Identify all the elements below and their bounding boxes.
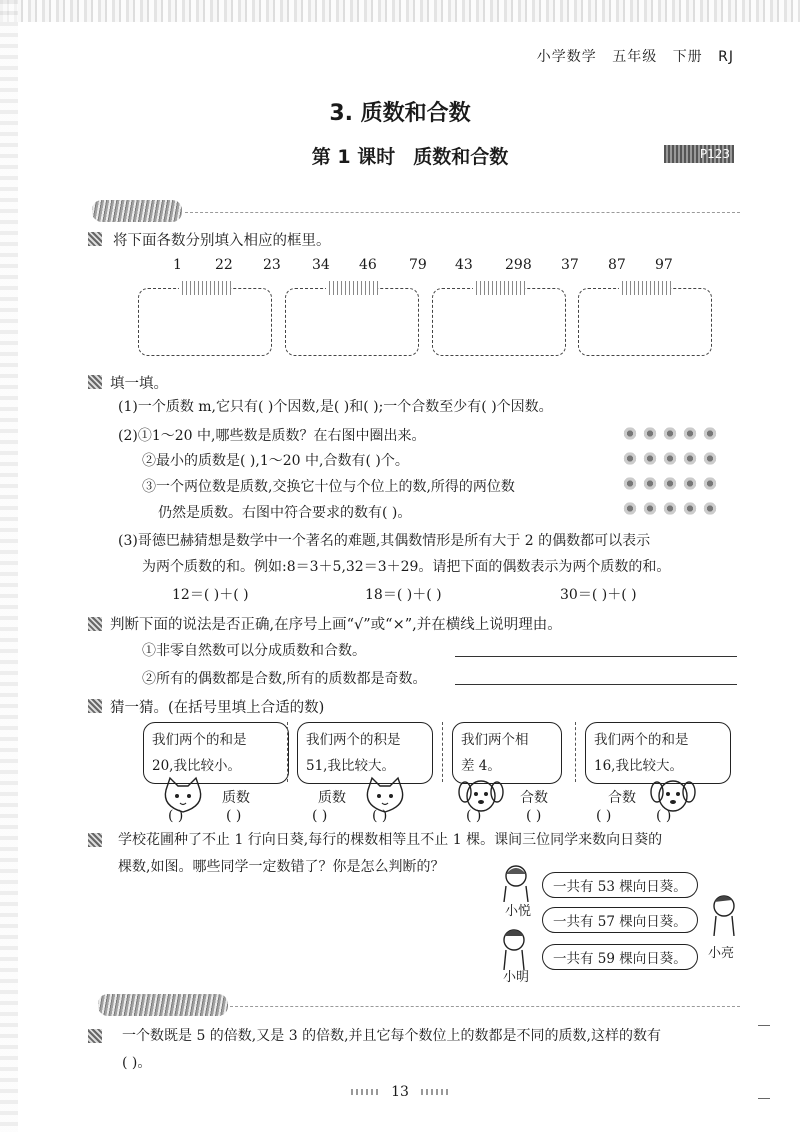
q4-bubble-3: 我们两个相 差 4。 [452,722,562,784]
q4-bubble-4: 我们两个的和是 16,我比较大。 [585,722,731,784]
q4-separator [575,722,576,782]
scan-noise-top [0,0,800,22]
q4-separator [287,722,288,782]
q4-blank-7[interactable]: ( ) [596,808,612,824]
question-icon-1 [88,232,102,246]
q1-prompt: 将下面各数分别填入相应的框里。 [113,233,331,249]
question-icon-5 [88,833,102,847]
q6-line-2: ( )。 [122,1055,152,1071]
student-name-xiaoming: 小明 [503,970,530,985]
footer-ornament [351,1089,379,1095]
q2-line-1: (1)一个质数 m,它只有( )个因数,是( )和( );一个合数至少有( )个因数。 [118,399,553,415]
q2-equation-12: 12＝( )＋( ) [172,587,249,603]
q4-blank-1[interactable]: ( ) [168,808,184,824]
section-banner-extension [98,994,228,1016]
q4-label-composite-2: 合数 [608,790,636,806]
box-label-smudge [179,281,231,295]
number-item: 37 [561,257,579,273]
q4-blank-3[interactable]: ( ) [312,808,328,824]
box-label-smudge [473,281,525,295]
q5-line-1: 学校花圃种了不止 1 行向日葵,每行的棵数相等且不止 1 棵。课间三位同学来数向日葵的 [118,832,663,848]
box-label-smudge [619,281,671,295]
boy-student-icon [706,892,742,936]
answer-box-1[interactable] [138,288,272,356]
q4-separator [442,722,443,782]
q3-item-2: ②所有的偶数都是合数,所有的质数都是奇数。 [142,671,427,687]
margin-mark [758,1025,770,1026]
answer-box-2[interactable] [285,288,419,356]
subject-label: 小学数学 [536,49,597,65]
lesson-name: 质数和合数 [413,146,509,168]
number-item: 22 [215,257,233,273]
q5-speech-1: 一共有 53 棵向日葵。 [542,872,698,898]
q5-speech-2: 一共有 57 棵向日葵。 [542,907,698,933]
edition-label: RJ [718,49,734,65]
textbook-page-ref-badge: P123 [664,145,734,163]
lesson-number: 第 1 课时 [311,146,396,168]
scan-noise-left [0,0,18,1132]
section-divider [185,212,740,213]
q2-line-3: ②最小的质数是( ),1～20 中,合数有( )个。 [142,453,409,469]
q2-prompt: 填一填。 [110,376,168,392]
q2-line-6: (3)哥德巴赫猜想是数学中一个著名的难题,其偶数情形是所有大于 2 的偶数都可以表示 [118,533,651,549]
q2-equation-18: 18＝( )＋( ) [365,587,442,603]
number-item: 1 [173,257,182,273]
question-icon-3 [88,617,102,631]
number-item: 87 [608,257,626,273]
q4-blank-2[interactable]: ( ) [226,808,242,824]
number-item: 97 [655,257,673,273]
q4-blank-4[interactable]: ( ) [372,808,388,824]
number-item: 79 [409,257,427,273]
q3-prompt: 判断下面的说法是否正确,在序号上画“√”或“×”,并在横线上说明理由。 [110,617,562,633]
answer-box-4[interactable] [578,288,712,356]
q4-blank-6[interactable]: ( ) [526,808,542,824]
question-icon-4 [88,699,102,713]
student-name-xiaoyue: 小悦 [505,904,532,919]
grade-label: 五年级 [612,49,658,65]
q2-line-4: ③一个两位数是质数,交换它十位与个位上的数,所得的两位数 [142,479,515,495]
footer-ornament [421,1089,449,1095]
q4-blank-5[interactable]: ( ) [466,808,482,824]
book-series-header [527,46,734,66]
question-icon-6 [88,1029,102,1043]
q6-line-1: 一个数既是 5 的倍数,又是 3 的倍数,并且它每个数位上的数都是不同的质数,这样的数有 [122,1028,661,1044]
number-item: 23 [263,257,281,273]
q4-label-composite-1: 合数 [520,790,548,806]
page-footer [0,1084,800,1100]
section-divider [230,1006,740,1007]
number-item: 43 [455,257,473,273]
q3-item-1: ①非零自然数可以分成质数和合数。 [142,643,366,659]
box-label-smudge [326,281,378,295]
volume-label: 下册 [672,49,703,65]
number-item: 298 [505,257,532,273]
q3-answer-line-2[interactable] [455,684,737,685]
q4-blank-8[interactable]: ( ) [656,808,672,824]
q4-prompt: 猜一猜。(在括号里填上合适的数) [110,700,325,716]
section-banner-basic [92,200,182,222]
q4-bubble-1: 我们两个的和是 20,我比较小。 [143,722,289,784]
q2-line-5: 仍然是质数。右图中符合要求的数有( )。 [158,505,412,521]
q4-bubble-2: 我们两个的积是 51,我比较大。 [297,722,433,784]
page-number: 13 [391,1084,409,1100]
q2-equation-30: 30＝( )＋( ) [560,587,637,603]
boy-student-icon [496,926,532,970]
numbers-1-to-20-figure [620,425,740,525]
number-item: 34 [312,257,330,273]
student-name-xiaoliang: 小亮 [708,946,735,961]
girl-student-icon [498,862,534,902]
number-item: 46 [359,257,377,273]
answer-box-3[interactable] [432,288,566,356]
q2-line-7: 为两个质数的和。例如:8＝3＋5,32＝3＋29。请把下面的偶数表示为两个质数的和。 [142,559,671,575]
q3-answer-line-1[interactable] [455,656,737,657]
q4-label-prime-1: 质数 [222,790,250,806]
q5-line-2: 棵数,如图。哪些同学一定数错了？你是怎么判断的？ [118,859,445,875]
q2-line-2: (2)①1～20 中,哪些数是质数？在右图中圈出来。 [118,428,426,444]
chapter-title: 3. 质数和合数 [329,101,471,126]
q4-label-prime-2: 质数 [318,790,346,806]
q5-speech-3: 一共有 59 棵向日葵。 [542,944,698,970]
question-icon-2 [88,375,102,389]
